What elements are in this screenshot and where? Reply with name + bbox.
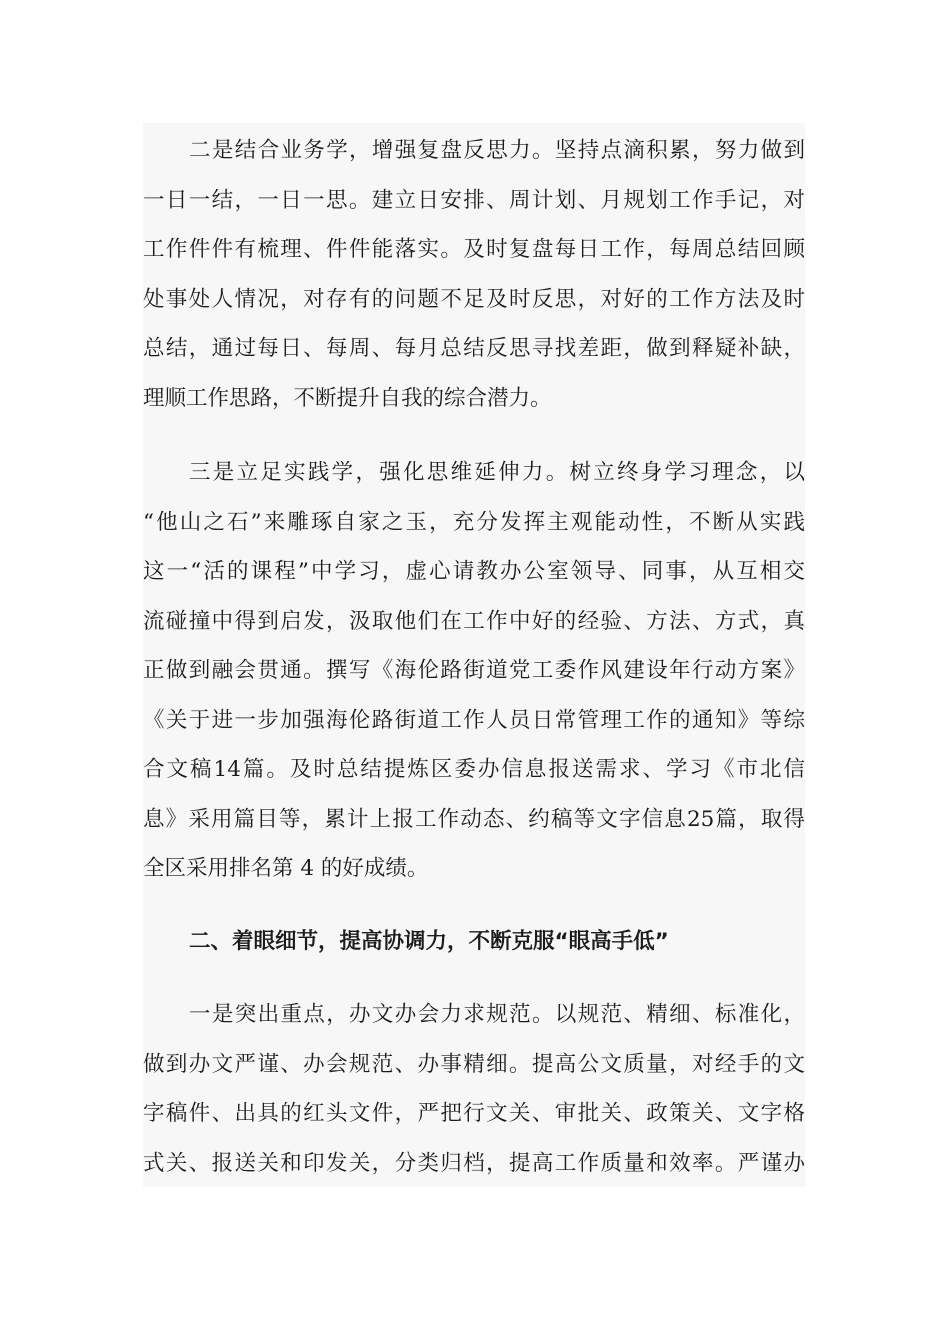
section-heading: 二、着眼细节，提高协调力，不断克服“眼高手低” bbox=[189, 929, 669, 954]
paragraph-line: 工作件件有梳理、件件能落实。及时复盘每日工作，每周总结回顾 bbox=[143, 237, 805, 262]
paragraph-line: 一是突出重点，办文办会力求规范。以规范、精细、标准化， bbox=[189, 1002, 805, 1027]
paragraph-line: 流碰撞中得到启发，汲取他们在工作中好的经验、方法、方式，真 bbox=[143, 609, 805, 634]
paragraph-line: 理顺工作思路，不断提升自我的综合潜力。 bbox=[143, 386, 552, 411]
document-body bbox=[143, 123, 805, 1187]
paragraph-line: 总结，通过每日、每周、每月总结反思寻找差距，做到释疑补缺， bbox=[143, 336, 805, 361]
paragraph-line: 三是立足实践学，强化思维延伸力。树立终身学习理念，以 bbox=[189, 460, 805, 485]
paragraph-line: 一日一结，一日一思。建立日安排、周计划、月规划工作手记，对 bbox=[143, 188, 805, 213]
paragraph-line: 这一“活的课程”中学习，虚心请教办公室领导、同事，从互相交 bbox=[143, 559, 805, 584]
paragraph-line: 字稿件、出具的红头文件，严把行文关、审批关、政策关、文字格 bbox=[143, 1101, 805, 1126]
paragraph-line: “他山之石”来雕琢自家之玉，充分发挥主观能动性，不断从实践 bbox=[143, 510, 805, 535]
paragraph-line: 正做到融会贯通。撰写《海伦路街道党工委作风建设年行动方案》 bbox=[143, 658, 805, 683]
paragraph-line: 二是结合业务学，增强复盘反思力。坚持点滴积累，努力做到 bbox=[189, 138, 805, 163]
paragraph-line: 做到办文严谨、办会规范、办事精细。提高公文质量，对经手的文 bbox=[143, 1052, 805, 1077]
paragraph-line: 息》采用篇目等，累计上报工作动态、约稿等文字信息25篇，取得 bbox=[143, 807, 805, 832]
paragraph-line: 《关于进一步加强海伦路街道工作人员日常管理工作的通知》等综 bbox=[143, 708, 805, 733]
paragraph-line: 合文稿14篇。及时总结提炼区委办信息报送需求、学习《市北信 bbox=[143, 757, 805, 782]
paragraph-line: 处事处人情况，对存有的问题不足及时反思，对好的工作方法及时 bbox=[143, 287, 805, 312]
paragraph-line: 式关、报送关和印发关，分类归档，提高工作质量和效率。严谨办 bbox=[143, 1151, 805, 1176]
paragraph-line: 全区采用排名第 4 的好成绩。 bbox=[143, 856, 429, 881]
